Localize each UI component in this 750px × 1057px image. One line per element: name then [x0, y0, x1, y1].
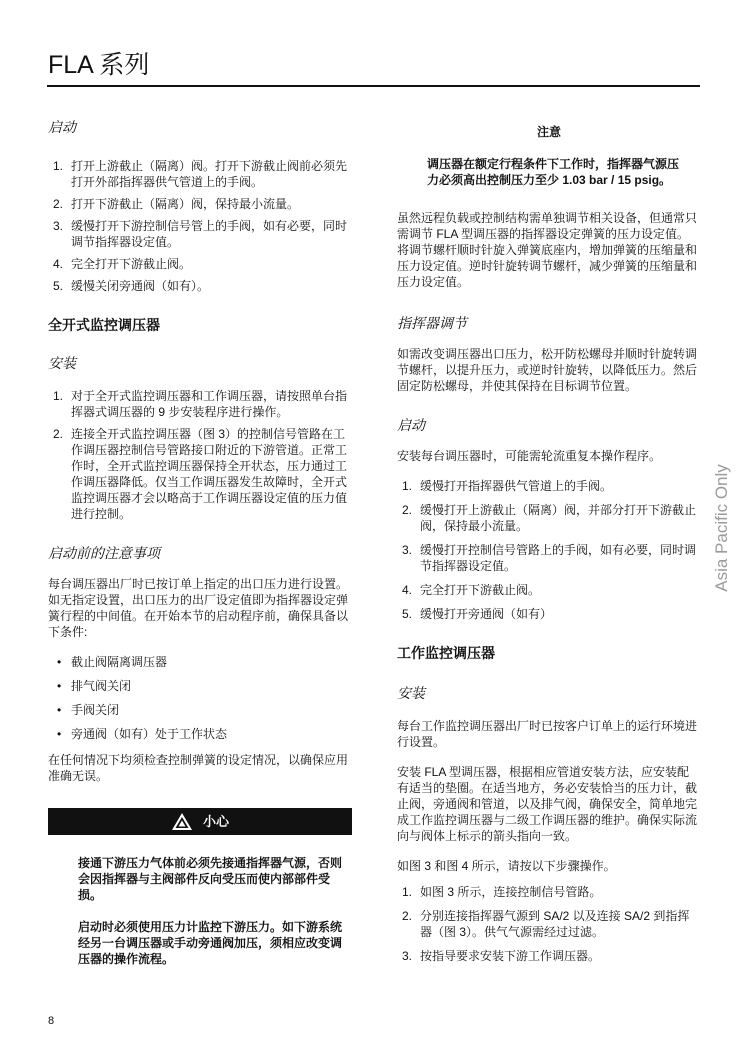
list-item	[48, 256, 352, 272]
caution-paragraph-2: 启动时必须使用压力计监控下游压力。如下游系统经另一台调压器或手动旁通阀加压，须相应改变调压器的操作流程。	[78, 920, 343, 966]
step-number: 3.	[53, 219, 64, 233]
prestart-paragraph: 每台调压器出厂时已按订单上指定的出口压力进行设置。如无指定设置，出口压力的出厂设定值即为指挥器设定弹簧行程的中间值。在开始本节的启动程序前，确保具备以下条件:	[48, 577, 349, 639]
list-item	[48, 278, 352, 294]
step-text: 缓慢打开指挥器供气管道上的手阀。	[420, 479, 613, 493]
startup-paragraph: 安装每台调压器时，可能需轮流重复本操作程序。	[397, 449, 662, 463]
pilot-adjust-paragraph: 如需改变调压器出口压力，松开防松螺母并顺时针旋转调节螺杆，以提升压力，或逆时针旋转，以降低压力。然后固定防松螺母，并使其保持在目标调节位置。	[397, 347, 698, 393]
list-item	[48, 388, 352, 420]
step-number: 2.	[53, 197, 64, 211]
spring-check-paragraph: 在任何情况下均须检查控制弹簧的设定情况，以确保应用准确无误。	[48, 753, 349, 783]
note-heading: 注意	[536, 125, 561, 139]
wide-open-monitor-heading: 全开式监控调压器	[48, 317, 160, 333]
list-item	[48, 196, 352, 212]
page-title: FLA 系列	[48, 51, 150, 79]
step-text: 如图 3 所示，连接控制信号管路。	[420, 885, 602, 899]
prestart-heading: 启动前的注意事项	[48, 545, 160, 561]
step-text: 缓慢打开上游截止（隔离）阀，并部分打开下游截止阀，保持最小流量。	[420, 503, 697, 533]
step-number: 1.	[53, 159, 64, 173]
step-number: 3.	[402, 949, 413, 963]
bullet-text: 手阀关闭	[71, 703, 120, 717]
step-text: 分别连接指挥器气源到 SA/2 以及连接 SA/2 到指挥器（图 3）。供气气源需经过过滤。	[420, 909, 690, 939]
page-number: 8	[48, 1015, 55, 1027]
step-text: 缓慢打开控制信号管路上的手阀，如有必要，同时调节指挥器设定值。	[420, 543, 697, 573]
list-item	[397, 542, 701, 574]
step-number: 2.	[402, 503, 413, 517]
install-paragraph-3: 如图 3 和图 4 所示，请按以下步骤操作。	[397, 859, 616, 873]
bullet-icon: •	[57, 727, 62, 741]
install-paragraph-2: 安装 FLA 型调压器，根据相应管道安装方法，应安装配有适当的垫圈。在适当地方，务必安装恰当的压力计，截止阀，旁通阀和管道，以及排气阀，确保安全，简单地完成工作监控调压器与二级工作调压器的维护。确保实际流向与阀体上标示的箭头指向一致。	[397, 765, 698, 843]
install-paragraph-1: 每台工作监控调压器出厂时已按客户订单上的运行环境进行设置。	[397, 719, 698, 749]
bullet-text: 排气阀关闭	[71, 679, 132, 693]
list-item	[397, 948, 701, 964]
step-text: 对于全开式监控调压器和工作调压器，请按照单台指挥器式调压器的 9 步安装程序进行操作。	[71, 389, 348, 419]
step-text: 缓慢关闭旁通阀（如有）。	[71, 279, 210, 293]
step-text: 缓慢打开下游控制信号管上的手阀，如有必要，同时调节指挥器设定值。	[71, 219, 348, 249]
step-number: 5.	[402, 607, 413, 621]
bullet-text: 旁通阀（如有）处于工作状态	[71, 727, 228, 741]
bullet-text: 截止阀隔离调压器	[71, 655, 168, 669]
install-steps	[48, 388, 352, 522]
install-heading: 安装	[48, 355, 76, 371]
step-text: 完全打开下游截止阀。	[71, 257, 192, 271]
adjustment-paragraph: 虽然远程负载或控制结构需单独调节相关设备，但通常只需调节 FLA 型调压器的指挥器设定弹簧的压力设定值。将调节螺杆顺时针旋入弹簧底座内，增加弹簧的压缩量和压力设定值。逆时针旋转调节螺杆，减少弹簧的压缩量和压力设定值。	[397, 211, 698, 289]
right-column	[397, 118, 701, 964]
list-item	[397, 478, 701, 494]
step-number: 1.	[402, 885, 413, 899]
list-item	[48, 158, 352, 190]
bullet-icon: •	[57, 703, 62, 717]
bullet-icon: •	[57, 655, 62, 669]
startup-steps	[48, 158, 352, 294]
bullet-icon: •	[57, 679, 62, 693]
step-number: 4.	[53, 257, 64, 271]
step-text: 打开下游截止（隔离）阀，保持最小流量。	[71, 197, 300, 211]
startup-heading-right: 启动	[397, 417, 425, 433]
warning-triangle-icon	[171, 812, 193, 831]
list-item	[397, 884, 701, 900]
step-number: 5.	[53, 279, 64, 293]
list-item	[48, 678, 352, 694]
left-column	[48, 118, 352, 967]
list-item	[397, 908, 701, 940]
title-rule	[47, 85, 700, 87]
list-item	[397, 582, 701, 598]
caution-paragraph-1: 接通下游压力气体前必须先接通指挥器气源，否则会因指挥器与主阀部件反向受压而使内部部件受损。	[78, 856, 343, 902]
working-monitor-heading: 工作监控调压器	[397, 645, 495, 661]
caution-label: 小心	[202, 813, 229, 829]
list-item	[48, 654, 352, 670]
step-number: 2.	[53, 427, 64, 441]
list-item	[48, 726, 352, 742]
startup-heading: 启动	[48, 119, 76, 135]
watermark-text: Asia Pacific Only	[712, 464, 731, 592]
note-text: 调压器在额定行程条件下工作时，指挥器气源压力必须高出控制压力至少 1.03 bar / 15 psig。	[427, 157, 680, 187]
pilot-adjust-heading: 指挥器调节	[397, 315, 467, 331]
step-text: 完全打开下游截止阀。	[420, 583, 541, 597]
step-number: 2.	[402, 909, 413, 923]
list-item	[48, 218, 352, 250]
install-heading-right: 安装	[397, 685, 425, 701]
step-text: 缓慢打开旁通阀（如有）	[420, 607, 553, 621]
step-number: 3.	[402, 543, 413, 557]
list-item	[397, 606, 701, 622]
step-number: 1.	[402, 479, 413, 493]
list-item	[48, 702, 352, 718]
list-item	[48, 426, 352, 522]
step-number: 1.	[53, 389, 64, 403]
startup-steps-right	[397, 478, 701, 622]
condition-list	[48, 654, 352, 742]
step-text: 打开上游截止（隔离）阀。打开下游截止阀前必须先打开外部指挥器供气管道上的手阀。	[71, 159, 348, 189]
step-text: 连接全开式监控调压器（图 3）的控制信号管路在工作调压器控制信号管路接口附近的下游管道。正常工作时，全开式监控调压器保持全开状态，压力通过工作调压器降低。仅当工作调压器发生故障时，全开式监控调压器才会以略高于工作调压器设定值的压力值进行控制。	[71, 427, 348, 521]
caution-banner	[48, 808, 352, 835]
step-number: 4.	[402, 583, 413, 597]
install-steps-right	[397, 884, 701, 964]
list-item	[397, 502, 701, 534]
step-text: 按指导要求安装下游工作调压器。	[420, 949, 601, 963]
